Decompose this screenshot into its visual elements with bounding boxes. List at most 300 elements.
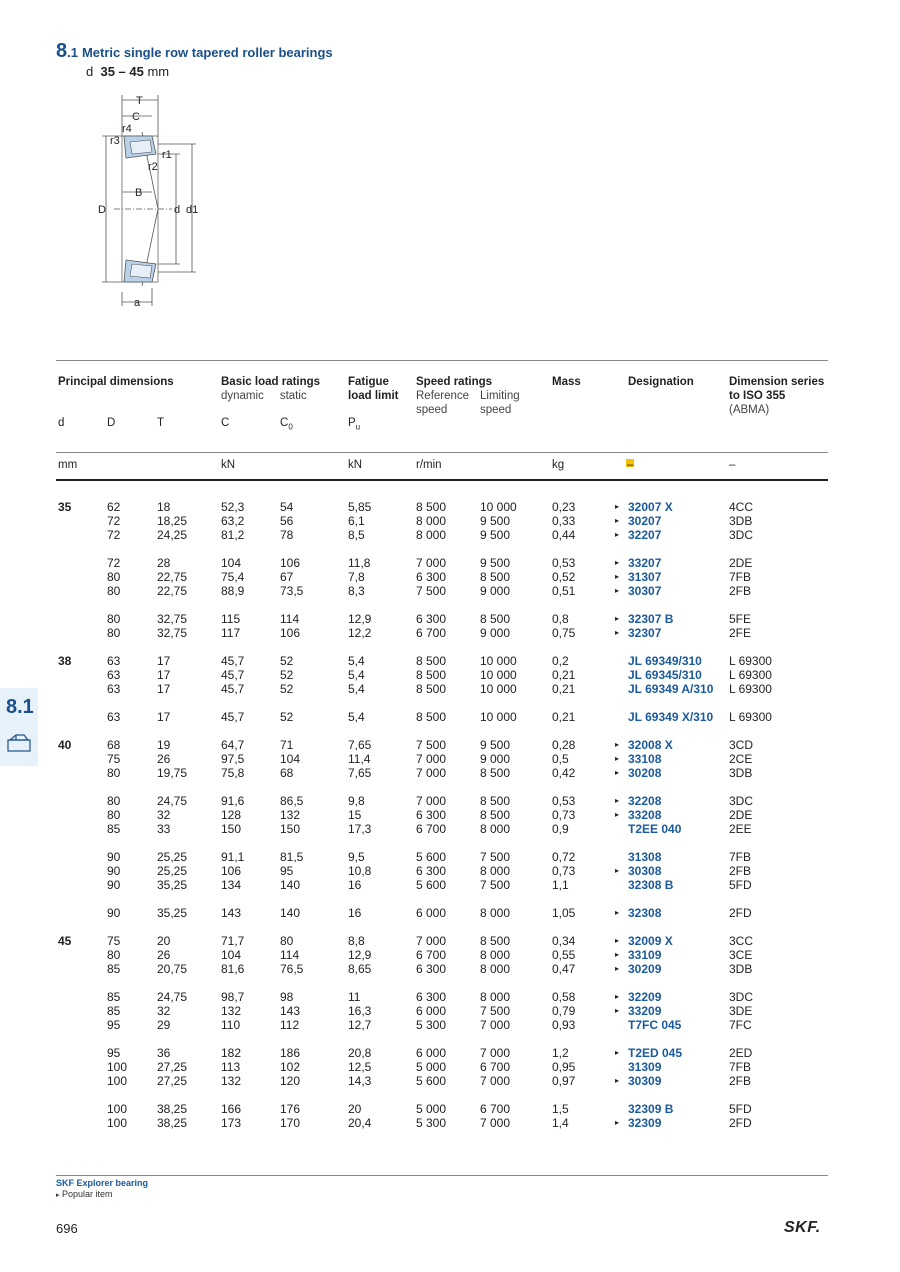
- cell-C: 45,7: [221, 654, 245, 668]
- cell-ref: 6 300: [416, 864, 447, 878]
- popular-item-marker: ▸: [615, 516, 620, 525]
- cell-Pu: 12,2: [348, 626, 372, 640]
- cell-des[interactable]: 32207: [628, 528, 662, 542]
- section-number: 8.1: [56, 40, 78, 62]
- cell-des[interactable]: 32308: [628, 906, 662, 920]
- cell-ser: 5FD: [729, 1102, 752, 1116]
- cell-T: 20,75: [157, 962, 188, 976]
- cell-C: 91,6: [221, 794, 245, 808]
- cell-T: 17: [157, 654, 171, 668]
- cell-Pu: 5,4: [348, 654, 365, 668]
- cell-T: 36: [157, 1046, 171, 1060]
- cell-Pu: 15: [348, 808, 362, 822]
- cell-C: 45,7: [221, 710, 245, 724]
- svg-text:r1: r1: [162, 149, 172, 161]
- cell-D: 80: [107, 948, 121, 962]
- cell-ser: 2DE: [729, 808, 753, 822]
- popular-item-marker: ▸: [615, 754, 620, 763]
- cell-ser: 3DC: [729, 990, 754, 1004]
- cell-ser: L 69300: [729, 654, 772, 668]
- cell-des[interactable]: 30208: [628, 766, 662, 780]
- cell-C: 97,5: [221, 752, 245, 766]
- cell-Pu: 7,8: [348, 570, 365, 584]
- cell-mass: 1,2: [552, 1046, 569, 1060]
- cell-des[interactable]: T7FC 045: [628, 1018, 682, 1032]
- cell-des[interactable]: 33207: [628, 556, 662, 570]
- cell-T: 38,25: [157, 1102, 188, 1116]
- cell-Pu: 11,4: [348, 752, 371, 766]
- page-number: 696: [56, 1221, 78, 1236]
- cell-Pu: 6,1: [348, 514, 365, 528]
- cell-mass: 0,21: [552, 710, 576, 724]
- cell-mass: 0,8: [552, 612, 569, 626]
- cell-ref: 7 000: [416, 752, 447, 766]
- cell-D: 63: [107, 668, 121, 682]
- cell-T: 27,25: [157, 1060, 188, 1074]
- cell-C: 143: [221, 906, 242, 920]
- cell-C: 81,6: [221, 962, 245, 976]
- cell-T: 17: [157, 682, 171, 696]
- cell-lim: 9 000: [480, 584, 511, 598]
- cell-ref: 6 000: [416, 1004, 447, 1018]
- cell-lim: 8 000: [480, 990, 511, 1004]
- cell-lim: 10 000: [480, 500, 517, 514]
- svg-text:C: C: [132, 111, 140, 123]
- cell-des[interactable]: 32309: [628, 1116, 662, 1130]
- popular-item-marker: ▸: [615, 950, 620, 959]
- cell-ref: 5 000: [416, 1102, 447, 1116]
- cell-ser: L 69300: [729, 668, 772, 682]
- sym-C: C: [221, 417, 230, 429]
- cell-D: 75: [107, 934, 121, 948]
- cell-Pu: 7,65: [348, 738, 372, 752]
- cell-D: 85: [107, 990, 121, 1004]
- cell-Pu: 8,3: [348, 584, 365, 598]
- cell-C: 166: [221, 1102, 242, 1116]
- cell-C0: 106: [280, 556, 301, 570]
- cell-T: 25,25: [157, 864, 188, 878]
- cell-C: 98,7: [221, 990, 245, 1004]
- cell-C0: 150: [280, 822, 301, 836]
- cell-ref: 6 300: [416, 990, 447, 1004]
- popular-item-marker: ▸: [615, 796, 620, 805]
- cell-des[interactable]: JL 69345/310: [628, 668, 702, 682]
- cell-lim: 8 000: [480, 906, 511, 920]
- cell-mass: 0,33: [552, 514, 576, 528]
- unit-designation: –: [627, 459, 634, 471]
- cell-ser: 2FB: [729, 1074, 752, 1088]
- cell-C: 45,7: [221, 668, 245, 682]
- cell-T: 24,75: [157, 794, 188, 808]
- cell-mass: 0,28: [552, 738, 576, 752]
- cell-C: 63,2: [221, 514, 245, 528]
- cell-ref: 6 300: [416, 570, 447, 584]
- cell-D: 80: [107, 808, 121, 822]
- cell-D: 80: [107, 612, 121, 626]
- cell-mass: 0,73: [552, 808, 576, 822]
- cell-T: 22,75: [157, 584, 188, 598]
- cell-mass: 0,72: [552, 850, 576, 864]
- cell-C0: 56: [280, 514, 294, 528]
- popular-item-marker: ▸: [615, 1006, 620, 1015]
- cell-C0: 78: [280, 528, 294, 542]
- popular-item-marker: ▸: [615, 572, 620, 581]
- cell-lim: 10 000: [480, 668, 517, 682]
- cell-des[interactable]: 33109: [628, 948, 662, 962]
- cell-mass: 1,5: [552, 1102, 569, 1116]
- cell-C: 91,1: [221, 850, 245, 864]
- cell-mass: 0,55: [552, 948, 576, 962]
- cell-mass: 0,2: [552, 654, 569, 668]
- cell-ref: 6 700: [416, 822, 447, 836]
- cell-lim: 7 500: [480, 1004, 511, 1018]
- cell-C0: 186: [280, 1046, 301, 1060]
- cell-ser: 3CE: [729, 948, 753, 962]
- cell-des[interactable]: 31307: [628, 570, 662, 584]
- page-title: [56, 40, 333, 63]
- cell-D: 100: [107, 1060, 128, 1074]
- cell-des[interactable]: 32008 X: [628, 738, 673, 752]
- cell-ser: 5FE: [729, 612, 752, 626]
- cell-mass: 0,23: [552, 500, 576, 514]
- cell-mass: 0,53: [552, 556, 576, 570]
- cell-T: 24,25: [157, 528, 188, 542]
- cell-ser: 4CC: [729, 500, 754, 514]
- popular-item-marker: ▸: [615, 614, 620, 623]
- cell-D: 90: [107, 850, 121, 864]
- popular-item-marker: ▸: [615, 740, 620, 749]
- cell-C: 115: [221, 612, 241, 626]
- cell-C0: 98: [280, 990, 294, 1004]
- cell-des[interactable]: JL 69349/310: [628, 654, 702, 668]
- cell-C0: 120: [280, 1074, 301, 1088]
- cell-des[interactable]: 32009 X: [628, 934, 673, 948]
- cell-C0: 140: [280, 878, 301, 892]
- cell-D: 62: [107, 500, 121, 514]
- cell-C: 64,7: [221, 738, 245, 752]
- cell-C0: 143: [280, 1004, 301, 1018]
- cell-mass: 0,95: [552, 1060, 576, 1074]
- cell-mass: 0,58: [552, 990, 576, 1004]
- cell-C0: 86,5: [280, 794, 304, 808]
- cell-lim: 9 500: [480, 514, 511, 528]
- sym-T: T: [157, 417, 165, 429]
- cell-ser: 2FD: [729, 1116, 752, 1130]
- cell-T: 38,25: [157, 1116, 188, 1130]
- cell-Pu: 16: [348, 906, 362, 920]
- cell-ref: 6 700: [416, 626, 447, 640]
- cell-lim: 8 000: [480, 864, 511, 878]
- cell-T: 18,25: [157, 514, 188, 528]
- cell-Pu: 8,65: [348, 962, 372, 976]
- cell-ser: 2FE: [729, 626, 752, 640]
- svg-text:B: B: [135, 187, 143, 199]
- cell-C: 106: [221, 864, 242, 878]
- cell-ser: 2FB: [729, 864, 752, 878]
- cell-lim: 8 500: [480, 766, 511, 780]
- cell-C0: 52: [280, 668, 294, 682]
- cell-mass: 1,05: [552, 906, 576, 920]
- cell-lim: 6 700: [480, 1102, 511, 1116]
- col-limiting-speed: Limiting speed: [480, 390, 520, 416]
- cell-C: 113: [221, 1060, 241, 1074]
- cell-des[interactable]: 30308: [628, 864, 662, 878]
- cell-D: 80: [107, 570, 121, 584]
- cell-T: 35,25: [157, 878, 188, 892]
- cell-ser: 3DE: [729, 1004, 753, 1018]
- cell-T: 24,75: [157, 990, 188, 1004]
- cell-D: 72: [107, 514, 121, 528]
- cell-lim: 8 500: [480, 570, 511, 584]
- cell-ref: 8 500: [416, 710, 447, 724]
- section-side-tab[interactable]: [0, 688, 38, 766]
- cell-C: 110: [221, 1018, 241, 1032]
- cell-des[interactable]: 30307: [628, 584, 662, 598]
- table-top-rule: [56, 360, 828, 361]
- cell-C0: 114: [280, 612, 300, 626]
- cell-Pu: 8,5: [348, 528, 365, 542]
- cell-C: 75,8: [221, 766, 245, 780]
- side-tab-label: 8.1: [6, 696, 34, 718]
- popular-item-marker: ▸: [615, 558, 620, 567]
- cell-mass: 0,5: [552, 752, 569, 766]
- cell-des[interactable]: 32308 B: [628, 878, 674, 892]
- cell-D: 63: [107, 654, 121, 668]
- svg-text:r2: r2: [148, 161, 158, 173]
- cell-D: 85: [107, 822, 121, 836]
- cell-C: 150: [221, 822, 242, 836]
- cell-des[interactable]: T2EE 040: [628, 822, 682, 836]
- cell-ser: L 69300: [729, 682, 772, 696]
- cell-d: 45: [58, 934, 72, 948]
- svg-text:a: a: [134, 297, 141, 309]
- cell-T: 25,25: [157, 850, 188, 864]
- bearing-tab-icon: [6, 734, 32, 754]
- col-fatigue-load-limit: Fatigue load limit: [348, 376, 399, 402]
- cell-des[interactable]: 30309: [628, 1074, 662, 1088]
- col-speed-ratings: Speed ratings Reference speed: [416, 376, 493, 416]
- popular-item-marker: ▸: [615, 992, 620, 1001]
- cell-C0: 114: [280, 948, 300, 962]
- header-bottom-rule: [56, 479, 828, 481]
- cell-lim: 7 000: [480, 1018, 511, 1032]
- cell-des[interactable]: 32307 B: [628, 612, 674, 626]
- popular-item-marker: ▸: [615, 964, 620, 973]
- cell-C0: 106: [280, 626, 301, 640]
- cell-D: 100: [107, 1116, 128, 1130]
- cell-D: 75: [107, 752, 121, 766]
- cell-lim: 9 000: [480, 626, 511, 640]
- col-basic-load-ratings: Basic load ratings dynamic static: [221, 376, 321, 402]
- svg-text:d1: d1: [186, 204, 199, 216]
- cell-ser: 3DB: [729, 514, 753, 528]
- cell-mass: 0,21: [552, 682, 576, 696]
- cell-C: 128: [221, 808, 242, 822]
- cell-ser: 2DE: [729, 556, 753, 570]
- cell-d: 35: [58, 500, 72, 514]
- cell-Pu: 5,85: [348, 500, 372, 514]
- cell-ref: 7 000: [416, 766, 447, 780]
- units-rule: [56, 452, 828, 453]
- cell-des[interactable]: 30209: [628, 962, 662, 976]
- cell-C0: 80: [280, 934, 294, 948]
- cell-des[interactable]: 33209: [628, 1004, 662, 1018]
- table-bottom-rule: [56, 1175, 828, 1176]
- cell-mass: 1,1: [552, 878, 569, 892]
- cell-des[interactable]: 32307: [628, 626, 662, 640]
- cell-Pu: 12,7: [348, 1018, 372, 1032]
- cell-T: 26: [157, 752, 171, 766]
- cell-ref: 8 500: [416, 682, 447, 696]
- cell-C0: 176: [280, 1102, 301, 1116]
- cell-ser: 5FD: [729, 878, 752, 892]
- cell-C0: 140: [280, 906, 301, 920]
- cell-D: 72: [107, 528, 121, 542]
- cell-des[interactable]: JL 69349 X/310: [628, 710, 714, 724]
- cell-mass: 0,42: [552, 766, 576, 780]
- cell-ref: 8 500: [416, 668, 447, 682]
- cell-lim: 9 500: [480, 556, 511, 570]
- cell-Pu: 9,8: [348, 794, 365, 808]
- cell-D: 63: [107, 682, 121, 696]
- cell-T: 32: [157, 808, 171, 822]
- cell-mass: 0,52: [552, 570, 576, 584]
- skf-logo: SKF.: [784, 1219, 821, 1236]
- cell-T: 17: [157, 710, 171, 724]
- sym-C0: $C_0$: [280, 417, 293, 432]
- cell-C: 134: [221, 878, 242, 892]
- cell-ref: 5 600: [416, 1074, 447, 1088]
- cell-D: 80: [107, 626, 121, 640]
- cell-C: 117: [221, 626, 241, 640]
- cell-D: 63: [107, 710, 121, 724]
- cell-ref: 5 000: [416, 1060, 447, 1074]
- cell-D: 90: [107, 878, 121, 892]
- cell-mass: 0,51: [552, 584, 576, 598]
- cell-ref: 6 000: [416, 1046, 447, 1060]
- col-mass: Mass: [552, 376, 581, 388]
- popular-item-marker: ▸: [615, 628, 620, 637]
- cell-ser: 2FD: [729, 906, 752, 920]
- cell-ser: 7FC: [729, 1018, 752, 1032]
- cell-T: 22,75: [157, 570, 188, 584]
- popular-item-marker: ▸: [615, 1118, 620, 1127]
- cell-mass: 0,47: [552, 962, 576, 976]
- cell-des[interactable]: 32208: [628, 794, 662, 808]
- cell-des[interactable]: 31309: [628, 1060, 662, 1074]
- cell-lim: 8 500: [480, 794, 511, 808]
- cell-lim: 7 000: [480, 1116, 511, 1130]
- cell-Pu: 9,5: [348, 850, 365, 864]
- sym-D: D: [107, 417, 116, 429]
- cell-des[interactable]: 32309 B: [628, 1102, 674, 1116]
- cell-C: 104: [221, 948, 242, 962]
- cell-lim: 8 000: [480, 948, 511, 962]
- cell-des[interactable]: T2ED 045: [628, 1046, 683, 1060]
- footer-explorer-note: SKF Explorer bearing: [56, 1178, 149, 1188]
- cell-Pu: 20,8: [348, 1046, 372, 1060]
- cell-des[interactable]: 32007 X: [628, 500, 673, 514]
- cell-T: 32: [157, 1004, 171, 1018]
- cell-lim: 9 500: [480, 738, 511, 752]
- cell-T: 32,75: [157, 626, 188, 640]
- cell-ref: 6 300: [416, 612, 447, 626]
- cell-D: 100: [107, 1074, 128, 1088]
- popular-item-marker: ▸: [615, 502, 620, 511]
- cell-des[interactable]: 30207: [628, 514, 662, 528]
- popular-item-marker: ▸: [615, 586, 620, 595]
- cell-C0: 73,5: [280, 584, 304, 598]
- cell-Pu: 5,4: [348, 668, 365, 682]
- cell-C0: 170: [280, 1116, 301, 1130]
- cell-ser: 7FB: [729, 570, 752, 584]
- cell-lim: 8 000: [480, 822, 511, 836]
- cell-lim: 8 000: [480, 962, 511, 976]
- cell-T: 27,25: [157, 1074, 188, 1088]
- cell-D: 80: [107, 584, 121, 598]
- cell-mass: 0,97: [552, 1074, 576, 1088]
- cell-mass: 0,44: [552, 528, 576, 542]
- popular-item-marker: ▸: [615, 866, 620, 875]
- cell-mass: 1,4: [552, 1116, 569, 1130]
- cell-ref: 5 300: [416, 1018, 447, 1032]
- cell-D: 72: [107, 556, 121, 570]
- cell-des[interactable]: 33108: [628, 752, 662, 766]
- cell-ser: 7FB: [729, 1060, 752, 1074]
- cell-ser: 3CC: [729, 934, 754, 948]
- cell-Pu: 16,3: [348, 1004, 372, 1018]
- cell-ref: 7 000: [416, 934, 447, 948]
- cell-ref: 6 300: [416, 808, 447, 822]
- cell-ref: 8 500: [416, 500, 447, 514]
- cell-mass: 0,34: [552, 934, 576, 948]
- unit-rmin: r/min: [416, 459, 442, 471]
- cell-ser: 2FB: [729, 584, 752, 598]
- cell-C0: 71: [280, 738, 294, 752]
- cell-ser: 3CD: [729, 738, 754, 752]
- cell-C: 75,4: [221, 570, 245, 584]
- cell-mass: 0,53: [552, 794, 576, 808]
- cell-D: 100: [107, 1102, 128, 1116]
- cell-D: 85: [107, 1004, 121, 1018]
- cell-Pu: 17,3: [348, 822, 372, 836]
- cell-C0: 67: [280, 570, 294, 584]
- cell-lim: 10 000: [480, 710, 517, 724]
- cell-Pu: 7,65: [348, 766, 372, 780]
- cell-des[interactable]: 33208: [628, 808, 662, 822]
- cell-ref: 7 500: [416, 584, 447, 598]
- cell-Pu: 5,4: [348, 710, 365, 724]
- svg-text:D: D: [98, 204, 106, 216]
- cell-ser: 7FB: [729, 850, 752, 864]
- cell-C: 45,7: [221, 682, 245, 696]
- cell-des[interactable]: JL 69349 A/310: [628, 682, 714, 696]
- cell-lim: 7 000: [480, 1046, 511, 1060]
- cell-ser: 3DC: [729, 794, 754, 808]
- popular-item-marker: ▸: [615, 908, 620, 917]
- popular-item-marker: ▸: [615, 530, 620, 539]
- cell-ser: 2ED: [729, 1046, 753, 1060]
- cell-des[interactable]: 32209: [628, 990, 662, 1004]
- cell-des[interactable]: 31308: [628, 850, 662, 864]
- cell-T: 19: [157, 738, 171, 752]
- cell-D: 68: [107, 738, 121, 752]
- cell-Pu: 5,4: [348, 682, 365, 696]
- cell-lim: 6 700: [480, 1060, 511, 1074]
- cell-ref: 5 600: [416, 878, 447, 892]
- section-title: Metric single row tapered roller bearings: [81, 45, 333, 60]
- cell-ref: 7 000: [416, 794, 447, 808]
